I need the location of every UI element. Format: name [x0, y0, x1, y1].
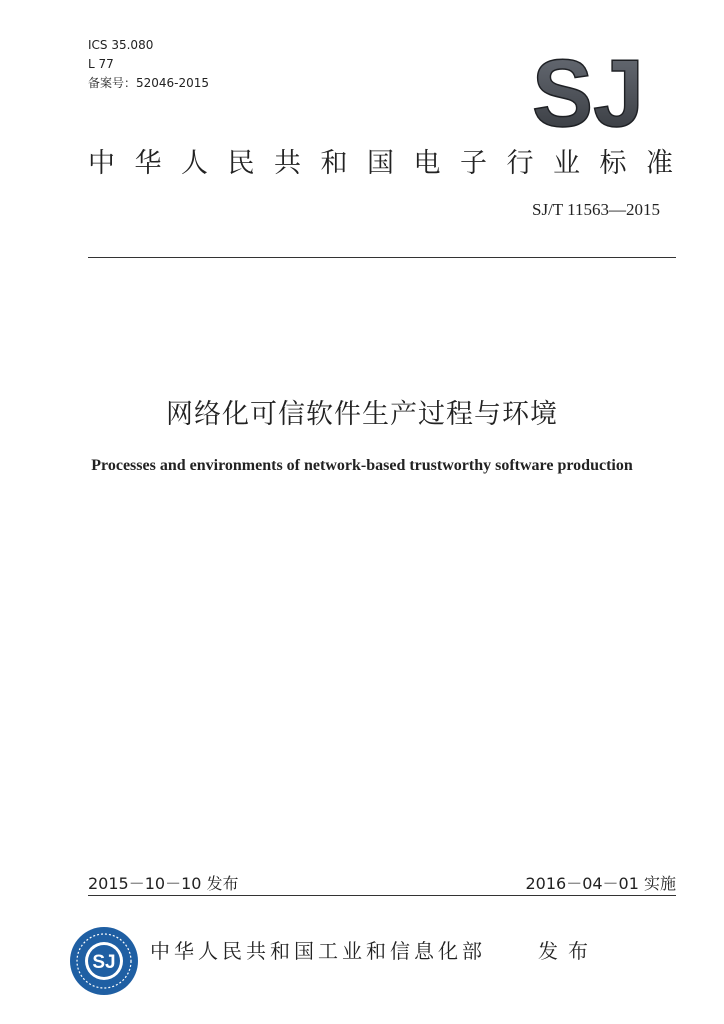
ics-code: ICS 35.080 — [88, 38, 154, 52]
sj-logo-text: SJ — [532, 52, 644, 132]
ministry-seal-icon — [68, 925, 140, 997]
issue-label: 发布 — [538, 939, 598, 963]
publish-date: 2015－10－10 发布 — [88, 874, 239, 893]
record-number: 备案号：52046-2015 — [88, 76, 210, 90]
title-chinese: 网络化可信软件生产过程与环境 — [166, 399, 558, 430]
bottom-divider — [88, 895, 676, 896]
standard-category: 中华人民共和国电子行业标准 — [88, 148, 693, 179]
standard-number: SJ/T 11563—2015 — [532, 200, 660, 219]
classification-code: L 77 — [88, 57, 114, 71]
title-english: Processes and environments of network-based trustworthy software production — [91, 457, 633, 474]
sj-logo — [528, 52, 648, 132]
issuing-ministry: 中华人民共和国工业和信息化部 — [150, 939, 486, 963]
seal-text: SJ — [92, 952, 116, 973]
top-divider — [88, 257, 676, 258]
implement-date: 2016－04－01 实施 — [525, 874, 676, 893]
